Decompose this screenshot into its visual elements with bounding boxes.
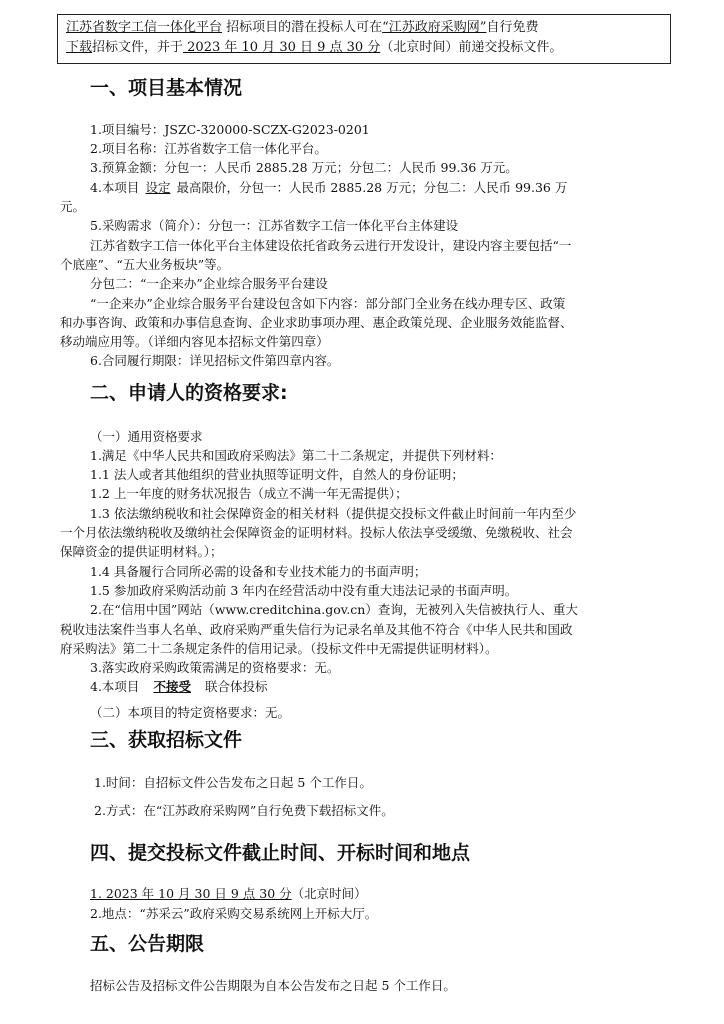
procurement-needs: 5.采购需求（简介）：分包一：江苏省数字工信一体化平台主体建设: [90, 218, 459, 233]
obtain-method: 2.方式：在“江苏政府采购网”自行免费下载招标文件。: [94, 803, 394, 818]
intro-text-d: （北京时间）前递交投标文件。: [380, 40, 563, 55]
max-price-blank: 设定: [145, 180, 171, 195]
max-price: [90, 178, 670, 198]
intro-text-a: 招标项目的潜在投标人可在: [222, 20, 383, 35]
req-4-suffix: 联合体投标: [204, 679, 268, 694]
pkg2-desc-l3: 移动端应用等。（详细内容见本招标文件第四章）: [60, 334, 329, 349]
req-2-l3: 府采购法》第二十二条规定条件的信用记录。（投标文件中无需提供证明材料）。: [60, 641, 498, 656]
pkg1-desc-l1: 江苏省数字工信一体化平台主体建设依托省政务云进行开发设计，建设内容主要包括“一: [90, 238, 572, 253]
deadline-time-value: 1. 2023 年 10 月 30 日 9 点 30 分: [90, 886, 292, 901]
announcement-period: 招标公告及招标文件公告期限为自本公告发布之日起 5 个工作日。: [90, 978, 456, 993]
pkg2-title: 分包二：“一企来办”企业综合服务平台建设: [90, 276, 328, 291]
req-1: 1.满足《中华人民共和国政府采购法》第二十二条规定，并提供下列材料：: [90, 448, 502, 463]
max-price-line2: 元。: [60, 199, 86, 214]
obtain-time: 1.时间：自招标文件公告发布之日起 5 个工作日。: [94, 775, 372, 790]
req-1-1: 1.1 法人或者其他组织的营业执照等证明文件，自然人的身份证明；: [90, 467, 464, 482]
max-price-suffix: 最高限价，分包一：人民币 2885.28 万元；分包二：人民币 99.36 万: [176, 180, 568, 195]
contract-period: 6.合同履行期限：详见招标文件第四章内容。: [90, 353, 340, 368]
req-1-3-l2: 一个月依法缴纳税收及缴纳社会保障资金的证明材料。投标人依法享受缓缴、免缴税收、社会: [60, 525, 573, 540]
intro-website: “江苏政府采购网”: [382, 20, 487, 35]
deadline-time: [90, 884, 700, 904]
req-2-l2: 税收违法案件当事人名单、政府采购严重失信行为记录名单及其他不符合《中华人民共和国政: [60, 622, 573, 637]
section1-title: 一、项目基本情况: [90, 77, 243, 99]
req-1-3-l3: 保障资金的提供证明材料。）；: [60, 544, 223, 559]
intro-text-b: 自行免费: [486, 20, 539, 35]
req-3: 3.落实政府采购政策需满足的资格要求：无。: [90, 660, 340, 675]
intro-platform: 江苏省数字工信一体化平台: [66, 20, 223, 35]
pkg2-desc-l1: “一企来办”企业综合服务平台建设包含如下内容：部分部门全业务在线办理专区、政策: [90, 296, 566, 311]
intro-box: [57, 14, 671, 64]
intro-text-c: 招标文件，并于: [92, 40, 184, 55]
req-4-prefix: 4.本项目: [90, 679, 140, 694]
budget-amount: 3.预算金额：分包一：人民币 2885.28 万元；分包二：人民币 99.36 万元。: [90, 160, 518, 175]
section5-title: 五、公告期限: [90, 933, 205, 955]
req-4-blank: 不接受: [153, 679, 191, 694]
special-requirements: （二）本项目的特定资格要求：无。: [90, 705, 291, 720]
deadline-time-zone: （北京时间）: [291, 886, 367, 901]
intro-download: 下载: [66, 40, 93, 55]
req-2-l1: 2.在“信用中国”网站（www.creditchina.gov.cn）查询，无被列入失信被执行人、重大: [90, 602, 578, 617]
project-name: 2.项目名称：江苏省数字工信一体化平台。: [90, 141, 327, 156]
pkg2-desc-l2: 和办事咨询、政策和办事信息查询、企业求助事项办理、惠企政策兑现、企业服务效能监督、: [60, 315, 573, 330]
max-price-prefix: 4.本项目: [90, 180, 140, 195]
req-1-5: 1.5 参加政府采购活动前 3 年内在经营活动中没有重大违法记录的书面声明。: [90, 583, 518, 598]
intro-deadline: 2023 年 10 月 30 日 9 点 30 分: [183, 40, 381, 55]
section2-title: 二、申请人的资格要求:: [90, 382, 288, 404]
section3-title: 三、获取招标文件: [90, 729, 243, 751]
req-1-3-l1: 1.3 依法缴纳税收和社会保障资金的相关材料（提供提交投标文件截止时间前一年内至少: [90, 506, 577, 521]
req-1-2: 1.2 上一年度的财务状况报告（成立不满一年无需提供）；: [90, 486, 408, 501]
section4-title: 四、提交投标文件截止时间、开标时间和地点: [90, 842, 471, 864]
pkg1-desc-l2: 个底座”、“五大业务板块”等。: [60, 257, 230, 272]
req-1-4: 1.4 具备履行合同所必需的设备和专业技术能力的书面声明；: [90, 564, 427, 579]
general-requirements: （一）通用资格要求: [90, 429, 203, 444]
req-4: [90, 677, 700, 697]
opening-place: 2.地点：“苏采云”政府采购交易系统网上开标大厅。: [90, 906, 378, 921]
project-number: 1.项目编号：JSZC-320000-SCZX-G2023-0201: [90, 122, 370, 137]
